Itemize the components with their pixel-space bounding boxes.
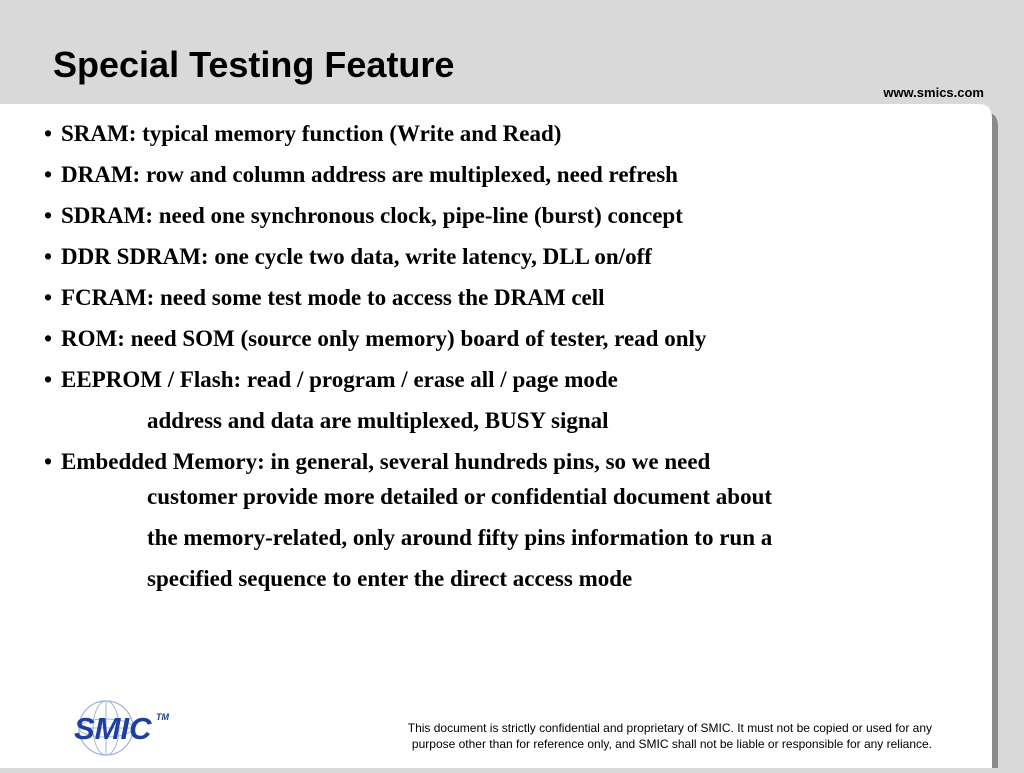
confidentiality-notice	[300, 720, 932, 752]
list-item-text: SRAM: typical memory function (Write and Read)	[61, 121, 562, 146]
list-item-text: ROM: need SOM (source only memory) board of tester, read only	[61, 326, 707, 351]
list-item-continuation: specified sequence to enter the direct access mode	[147, 566, 633, 591]
bullet-icon: •	[44, 162, 53, 187]
list-item-continuation: customer provide more detailed or confidential document about	[147, 484, 773, 509]
footer-line: purpose other than for reference only, and SMIC shall not be liable or responsible for any reliance.	[411, 737, 932, 751]
slide-title: Special Testing Feature	[53, 44, 455, 85]
list-item-continuation: address and data are multiplexed, BUSY signal	[147, 408, 609, 433]
logo-trademark: TM	[156, 712, 169, 722]
list-item-text: SDRAM: need one synchronous clock, pipe-line (burst) concept	[61, 203, 683, 228]
bullet-icon: •	[44, 326, 53, 351]
list-item-text: Embedded Memory: in general, several hundreds pins, so we need	[61, 449, 711, 474]
list-item	[44, 323, 964, 364]
website-url: www.smics.com	[883, 85, 984, 100]
bullet-icon: •	[44, 367, 53, 392]
list-item	[44, 200, 964, 241]
footer-line: This document is strictly confidential and proprietary of SMIC. It must not be copied or used for any	[407, 721, 932, 735]
list-item	[44, 241, 964, 282]
list-item-continuation-block	[44, 476, 964, 599]
list-item-text: EEPROM / Flash: read / program / erase all / page mode	[61, 367, 618, 392]
list-item	[44, 159, 964, 200]
bullet-icon: •	[44, 244, 53, 269]
bullet-icon: •	[44, 203, 53, 228]
smic-logo	[60, 698, 180, 763]
globe-logo-icon	[60, 698, 180, 758]
list-item-continuation: the memory-related, only around fifty pins information to run a	[147, 525, 773, 550]
bullet-icon: •	[44, 121, 53, 146]
list-item-text: FCRAM: need some test mode to access the DRAM cell	[61, 285, 605, 310]
bullet-icon: •	[44, 285, 53, 310]
list-item-text: DDR SDRAM: one cycle two data, write latency, DLL on/off	[61, 244, 652, 269]
list-item	[44, 282, 964, 323]
list-item	[44, 118, 964, 159]
bullet-list	[44, 118, 964, 599]
logo-text: SMIC	[74, 711, 152, 746]
list-item-text: DRAM: row and column address are multiplexed, need refresh	[61, 162, 678, 187]
bullet-icon: •	[44, 449, 53, 474]
list-item	[44, 364, 964, 405]
